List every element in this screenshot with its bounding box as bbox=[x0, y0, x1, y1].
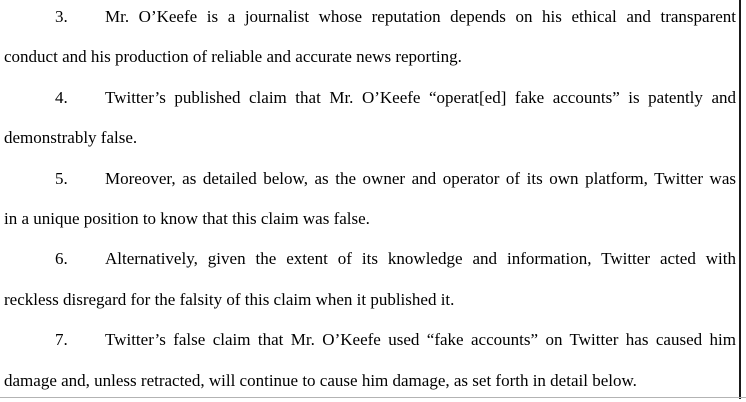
paragraph-line bbox=[4, 280, 736, 320]
paragraph-3 bbox=[4, 0, 736, 78]
paragraph-text: damage and, unless retracted, will continue to cause him damage, as set forth in detail below. bbox=[4, 370, 637, 390]
paragraph-text: Mr. O’Keefe is a journalist whose reputation depends on his ethical and transparent bbox=[105, 7, 736, 26]
paragraph-text: Alternatively, given the extent of its knowledge and information, Twitter acted with bbox=[105, 249, 736, 269]
paragraph-line bbox=[4, 199, 736, 239]
paragraph-line bbox=[4, 361, 736, 401]
paragraph-number: 3. bbox=[55, 7, 68, 26]
paragraph-line bbox=[4, 37, 736, 77]
paragraph-text: Moreover, as detailed below, as the owner and operator of its own platform, Twitter was bbox=[105, 168, 736, 188]
paragraph-first-line bbox=[4, 239, 736, 279]
paragraph-text: conduct and his production of reliable and accurate news reporting. bbox=[4, 47, 462, 67]
paragraph-number: 5. bbox=[55, 168, 68, 188]
paragraph-line bbox=[4, 118, 736, 158]
paragraph-first-line bbox=[4, 0, 736, 37]
paragraph-first-line bbox=[4, 78, 736, 118]
paragraph-first-line bbox=[4, 320, 736, 360]
paragraph-5 bbox=[4, 159, 736, 240]
paragraph-text: Twitter’s published claim that Mr. O’Keefe “operat[ed] fake accounts” is patently and bbox=[105, 87, 736, 107]
paragraph-number: 7. bbox=[55, 330, 68, 350]
paragraph-first-line bbox=[4, 159, 736, 199]
page-right-border bbox=[739, 0, 741, 399]
paragraph-text: in a unique position to know that this claim was false. bbox=[4, 209, 370, 229]
page-bottom-hairline bbox=[0, 397, 746, 398]
paragraph-text: demonstrably false. bbox=[4, 128, 138, 148]
paragraph-6 bbox=[4, 239, 736, 320]
paragraph-4 bbox=[4, 78, 736, 159]
paragraph-text: Twitter’s false claim that Mr. O’Keefe used “fake accounts” on Twitter has caused him bbox=[105, 330, 736, 350]
paragraph-number: 6. bbox=[55, 249, 68, 269]
paragraph-7 bbox=[4, 320, 736, 401]
paragraph-number: 4. bbox=[55, 87, 68, 107]
paragraph-text: reckless disregard for the falsity of this claim when it published it. bbox=[4, 289, 455, 309]
